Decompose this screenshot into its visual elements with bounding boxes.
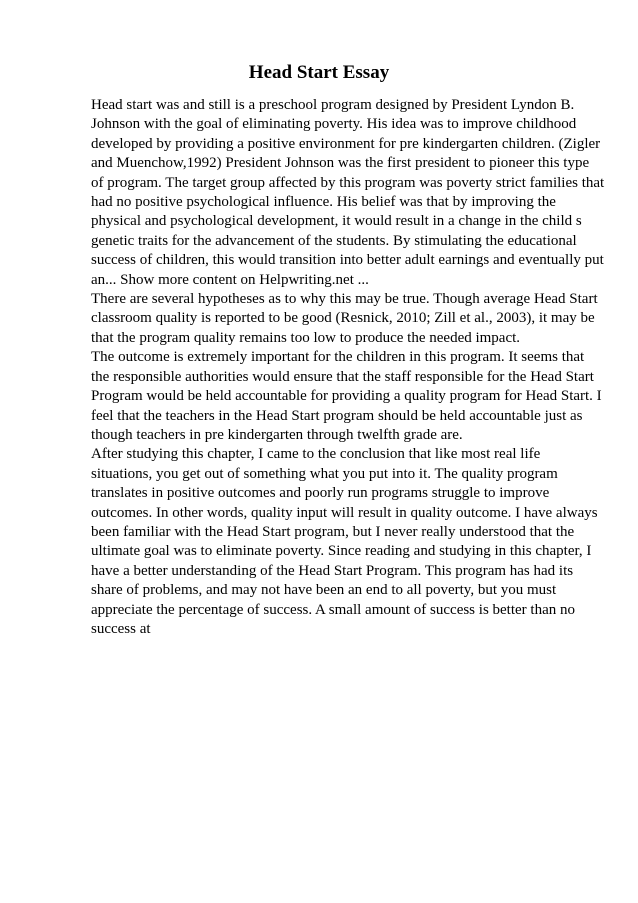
text-line: had no positive psychological influence. His belief was that by improving the: [91, 194, 556, 211]
text-line: outcomes. In other words, quality input will result in quality outcome. I have always: [91, 504, 598, 521]
text-line: and Muenchow,1992) President Johnson was the first president to pioneer this type: [91, 155, 590, 172]
text-line: share of problems, and may not have been an end to all poverty, but you must: [91, 582, 557, 599]
text-line: Program would be held accountable for providing a quality program for Head Start. I: [91, 388, 602, 405]
show-more-line: an... Show more content on Helpwriting.net ...: [91, 271, 369, 288]
essay-body: [91, 96, 605, 639]
text-line: though teachers in pre kindergarten through twelfth grade are.: [91, 426, 463, 443]
text-line: physical and psychological development, it would result in a change in the child s: [91, 213, 582, 230]
text-line: feel that the teachers in the Head Start program should be held accountable just as: [91, 407, 583, 424]
text-line: classroom quality is reported to be good (Resnick, 2010; Zill et al., 2003), it may be: [91, 310, 595, 327]
text-line: the responsible authorities would ensure that the staff responsible for the Head Start: [91, 368, 594, 385]
text-line: been familiar with the Head Start program, but I never really understood that the: [91, 523, 575, 540]
text-line: that the program quality remains too low to produce the needed impact.: [91, 329, 521, 346]
text-line: developed by providing a positive environment for pre kindergarten children. (Zigler: [91, 135, 601, 152]
text-line: have a better understanding of the Head Start Program. This program has had its: [91, 562, 574, 579]
text-line: success at: [91, 620, 151, 637]
document-title: Head Start Essay: [248, 62, 390, 83]
text-line: appreciate the percentage of success. A small amount of success is better than no: [91, 601, 575, 618]
text-line: situations, you get out of something what you put into it. The quality program: [91, 465, 558, 482]
text-line: of program. The target group affected by this program was poverty strict families that: [91, 174, 605, 191]
text-line: The outcome is extremely important for the children in this program. It seems that: [91, 349, 585, 366]
text-line: ultimate goal was to eliminate poverty. Since reading and studying in this chapter, I: [91, 543, 592, 560]
text-line: translates in positive outcomes and poorly run programs struggle to improve: [91, 485, 550, 502]
text-line: genetic traits for the advancement of the students. By stimulating the educational: [91, 232, 577, 249]
text-line: Johnson with the goal of eliminating poverty. His idea was to improve childhood: [91, 116, 577, 133]
text-line: After studying this chapter, I came to the conclusion that like most real life: [91, 446, 541, 463]
text-line: success of children, this would transition into better adult earnings and eventually put: [91, 252, 604, 269]
text-line: Head start was and still is a preschool program designed by President Lyndon B.: [91, 97, 575, 113]
text-line: There are several hypotheses as to why this may be true. Though average Head Start: [91, 291, 598, 308]
